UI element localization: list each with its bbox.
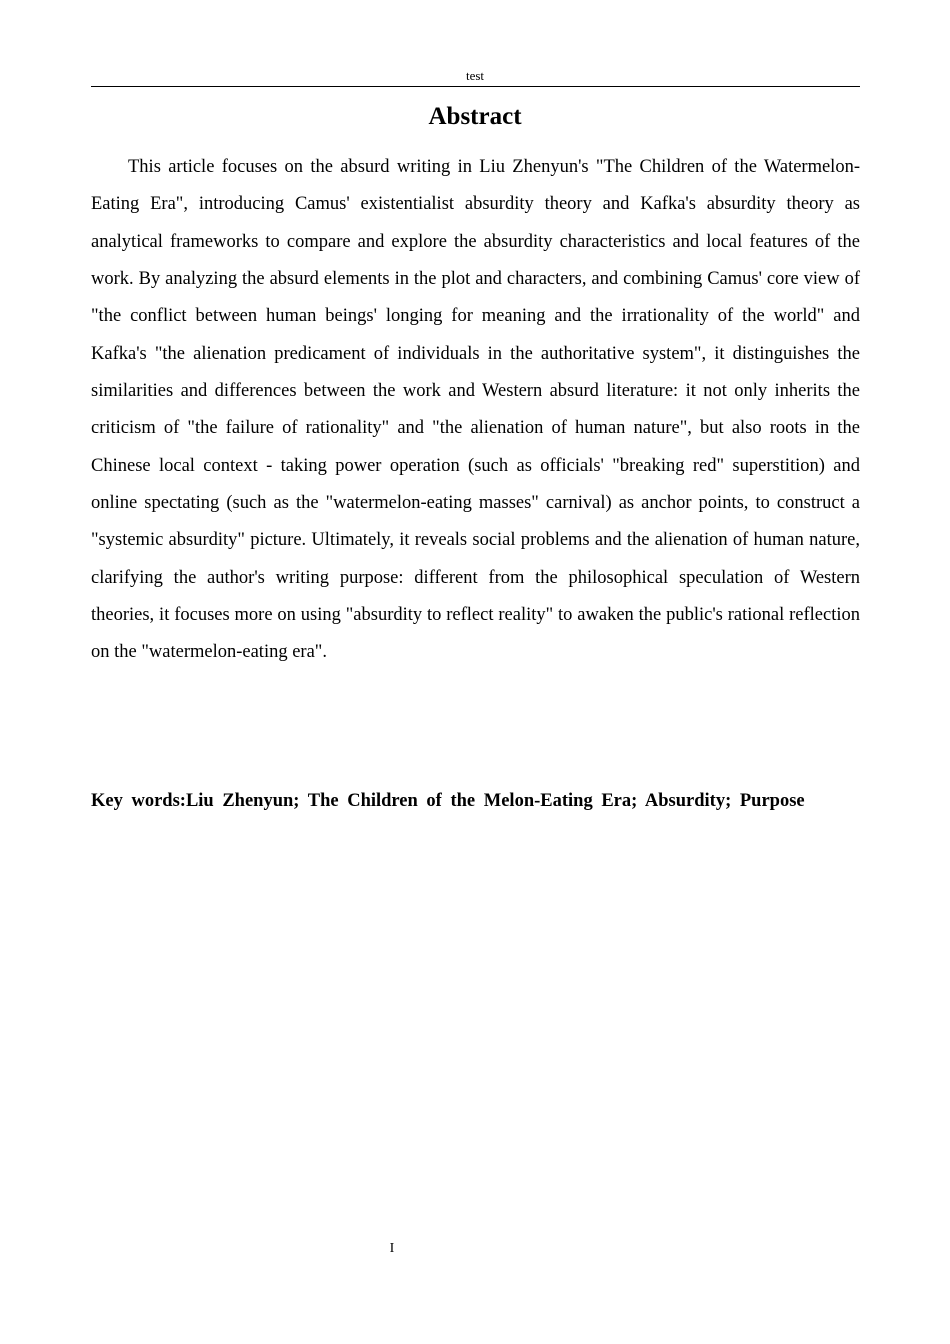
page-number: I — [389, 1241, 395, 1256]
keywords-text: Liu Zhenyun; The Children of the Melon-Eating Era; Absurdity; Purpose — [185, 791, 805, 811]
abstract-paragraph: This article focuses on the absurd writing in Liu Zhenyun's "The Children of the Watermelon-Eating Era", introducing Camus' existentialist absurdity theory and Kafka's absurdity theory as analytical frameworks to compare and explore the absurdity characteristics and local features of the work. By analyzing the absurd elements in the plot and characters, and combining Camus' core view of "the conflict between human beings' longing for meaning and the irrationality of the world" and Kafka's "the alienation predicament of individuals in the authoritative system", it distinguishes the similarities and differences between the work and Western absurd literature: it not only inherits the criticism of "the failure of rationality" and "the alienation of human nature", but also roots in the Chinese local context - taking power operation (such as officials' "breaking red" superstition) and online spectating (such as the "watermelon-eating masses" carnival) as anchor points, to construct a "systemic absurdity" picture. Ultimately, it reveals social problems and the alienation of human nature, clarifying the author's writing purpose: different from the philosophical speculation of Western theories, it focuses more on using "absurdity to reflect reality" to awaken the public's rational reflection on the "watermelon-eating era". — [91, 157, 860, 663]
header-divider — [91, 86, 860, 87]
running-header: test — [465, 68, 485, 83]
keywords-line — [91, 786, 860, 816]
keywords-label: Key words: — [91, 791, 186, 811]
abstract-title: Abstract — [428, 103, 522, 130]
